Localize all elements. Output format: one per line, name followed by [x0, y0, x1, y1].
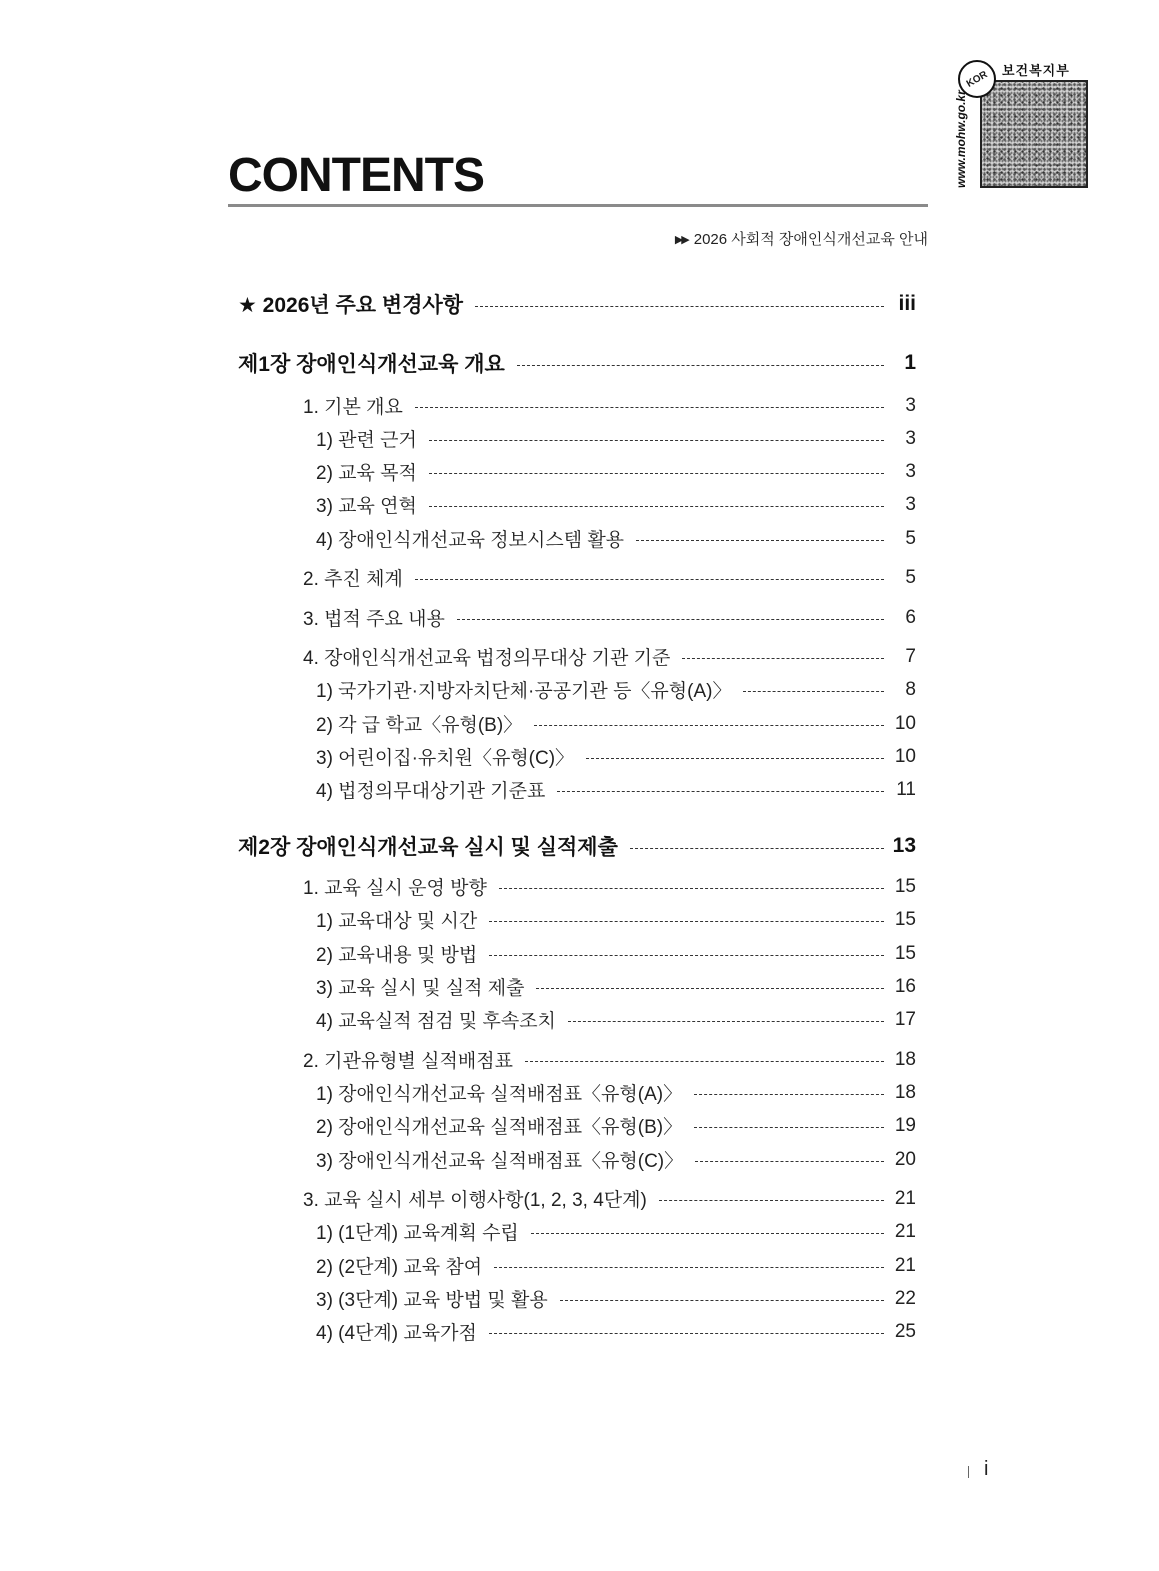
toc-label: 2) (2단계) 교육 참여	[316, 1257, 483, 1278]
toc-page-number: 19	[894, 1114, 916, 1136]
dot-leader	[630, 848, 884, 849]
toc-entry[interactable]	[316, 525, 916, 552]
toc-label: 1. 교육 실시 운영 방향	[303, 878, 487, 899]
toc-label: 2) 장애인식개선교육 실적배점표〈유형(B)〉	[316, 1117, 683, 1138]
toc-page-number: 21	[894, 1220, 916, 1242]
toc-entry[interactable]	[303, 873, 916, 900]
toc-page-number: 5	[905, 566, 916, 588]
toc-entry[interactable]	[316, 973, 916, 1000]
toc-page-number: 16	[894, 975, 916, 997]
dot-leader	[489, 1333, 884, 1334]
dot-leader	[568, 1021, 884, 1022]
toc-entry[interactable]	[316, 1252, 916, 1279]
toc-entry[interactable]	[316, 491, 916, 518]
dot-leader	[475, 306, 884, 307]
toc-entry[interactable]	[316, 1318, 916, 1345]
toc-entry[interactable]	[316, 425, 916, 452]
toc-label: 1) 국가기관·지방자치단체·공공기관 등〈유형(A)〉	[316, 681, 732, 702]
toc-entry[interactable]	[316, 676, 916, 703]
toc-entry[interactable]	[316, 1285, 916, 1312]
toc-page-number: 25	[894, 1320, 916, 1342]
toc-chapter-1[interactable]	[238, 348, 916, 378]
toc-label: 1) 장애인식개선교육 실적배점표〈유형(A)〉	[316, 1084, 683, 1105]
dot-leader	[429, 506, 884, 507]
dot-leader	[695, 1161, 884, 1162]
dot-leader	[499, 888, 884, 889]
dot-leader	[560, 1300, 884, 1301]
toc-page-number: 10	[894, 712, 916, 734]
toc-label: 4) 장애인식개선교육 정보시스템 활용	[316, 530, 625, 551]
toc-entry[interactable]	[316, 1079, 916, 1106]
toc-entry[interactable]	[316, 1112, 916, 1139]
org-name: 보건복지부	[1002, 63, 1070, 78]
dot-leader	[536, 988, 884, 989]
toc-page-number: 8	[905, 678, 916, 700]
toc-label: ★ 2026년 주요 변경사항	[238, 294, 464, 317]
toc-label: 2. 추진 체계	[303, 569, 403, 590]
toc-label: 2) 교육 목적	[316, 463, 417, 484]
toc-page-number: 15	[894, 875, 916, 897]
toc-page-number: 3	[905, 394, 916, 416]
toc-page-number: 18	[894, 1048, 916, 1070]
org-url: www.mohw.go.kr	[954, 90, 968, 188]
toc-entry[interactable]	[303, 1046, 916, 1073]
dot-leader	[659, 1200, 884, 1201]
toc-page-number: 11	[896, 778, 916, 800]
subtitle-text: 2026 사회적 장애인식개선교육 안내	[693, 231, 928, 248]
toc-page-number: 6	[905, 606, 916, 628]
toc-entry[interactable]	[303, 604, 916, 631]
dot-leader	[429, 440, 884, 441]
toc-label: 1) (1단계) 교육계획 수립	[316, 1223, 519, 1244]
toc-page-number: 5	[905, 527, 916, 549]
toc-entry[interactable]	[303, 643, 916, 670]
toc-entry[interactable]	[303, 564, 916, 591]
dot-leader	[534, 725, 884, 726]
toc-entry[interactable]	[303, 392, 916, 419]
toc-label: 제1장 장애인식개선교육 개요	[238, 353, 505, 376]
toc-label: 3) 교육 연혁	[316, 496, 417, 517]
toc-page-number: 17	[894, 1008, 916, 1030]
toc-label: 2) 교육내용 및 방법	[316, 945, 478, 966]
toc-page-number: 18	[894, 1081, 916, 1103]
toc-page-number: 1	[904, 351, 916, 374]
toc-label: 3. 교육 실시 세부 이행사항(1, 2, 3, 4단계)	[303, 1190, 647, 1211]
toc-label: 4. 장애인식개선교육 법정의무대상 기관 기준	[303, 648, 671, 669]
toc-label: 1) 관련 근거	[316, 430, 417, 451]
toc-label: 3) 어린이집·유치원〈유형(C)〉	[316, 748, 575, 769]
toc-entry[interactable]	[316, 710, 916, 737]
toc-label: 3) 교육 실시 및 실적 제출	[316, 978, 525, 999]
folio-divider	[968, 1466, 969, 1478]
toc-page-number: 22	[894, 1287, 916, 1309]
dot-leader	[694, 1094, 884, 1095]
toc-page-number: 3	[905, 460, 916, 482]
toc-label: 제2장 장애인식개선교육 실시 및 실적제출	[238, 836, 618, 859]
dot-leader	[694, 1127, 884, 1128]
toc-entry[interactable]	[316, 1218, 916, 1245]
toc-page-number: 7	[905, 645, 916, 667]
dot-leader	[636, 540, 884, 541]
toc-entry[interactable]	[316, 940, 916, 967]
toc-entry[interactable]	[316, 776, 916, 803]
toc-page-number: iii	[898, 292, 916, 315]
toc-label: 3. 법적 주요 내용	[303, 609, 445, 630]
toc-entry[interactable]	[316, 458, 916, 485]
toc-entry[interactable]	[303, 1185, 916, 1212]
toc-label: 4) (4단계) 교육가점	[316, 1323, 477, 1344]
toc-page-number: 13	[892, 834, 916, 857]
dot-leader	[517, 365, 884, 366]
toc-entry[interactable]	[316, 1146, 916, 1173]
dot-leader	[586, 758, 884, 759]
toc-label: 4) 교육실적 점검 및 후속조치	[316, 1011, 556, 1032]
toc-label: 1) 교육대상 및 시간	[316, 911, 478, 932]
toc-chapter-2[interactable]	[238, 831, 916, 861]
double-arrow-icon: ▶▶	[674, 234, 688, 246]
toc-page-number: 20	[894, 1148, 916, 1170]
dot-leader	[415, 579, 884, 580]
toc-page-number: 3	[905, 427, 916, 449]
toc-label: 3) (3단계) 교육 방법 및 활용	[316, 1290, 548, 1311]
dot-leader	[489, 955, 884, 956]
toc-page-number: 21	[894, 1254, 916, 1276]
toc-entry-changes[interactable]	[238, 289, 916, 319]
dot-leader	[489, 921, 884, 922]
toc-label: 2) 각 급 학교〈유형(B)〉	[316, 715, 523, 736]
toc-page-number: 10	[894, 745, 916, 767]
dot-leader	[429, 473, 884, 474]
toc-entry[interactable]	[316, 743, 916, 770]
dot-leader	[743, 691, 884, 692]
dot-leader	[682, 658, 884, 659]
toc-label: 2. 기관유형별 실적배점표	[303, 1051, 513, 1072]
toc-label: 4) 법정의무대상기관 기준표	[316, 781, 546, 802]
dot-leader	[415, 407, 884, 408]
dot-leader	[525, 1061, 884, 1062]
toc-label: 1. 기본 개요	[303, 397, 403, 418]
kor-badge-icon: KOR	[958, 60, 996, 98]
page-number: i	[984, 1458, 989, 1480]
toc-entry[interactable]	[316, 906, 916, 933]
dot-leader	[557, 791, 884, 792]
toc-entry[interactable]	[316, 1006, 916, 1033]
toc-label: 3) 장애인식개선교육 실적배점표〈유형(C)〉	[316, 1151, 684, 1172]
page-title: CONTENTS	[228, 149, 484, 202]
dot-leader	[494, 1267, 884, 1268]
dot-leader	[457, 619, 884, 620]
toc-page-number: 21	[894, 1187, 916, 1209]
toc-page-number: 15	[894, 942, 916, 964]
toc-page-number: 3	[905, 493, 916, 515]
dot-leader	[531, 1233, 884, 1234]
toc-page-number: 15	[894, 908, 916, 930]
